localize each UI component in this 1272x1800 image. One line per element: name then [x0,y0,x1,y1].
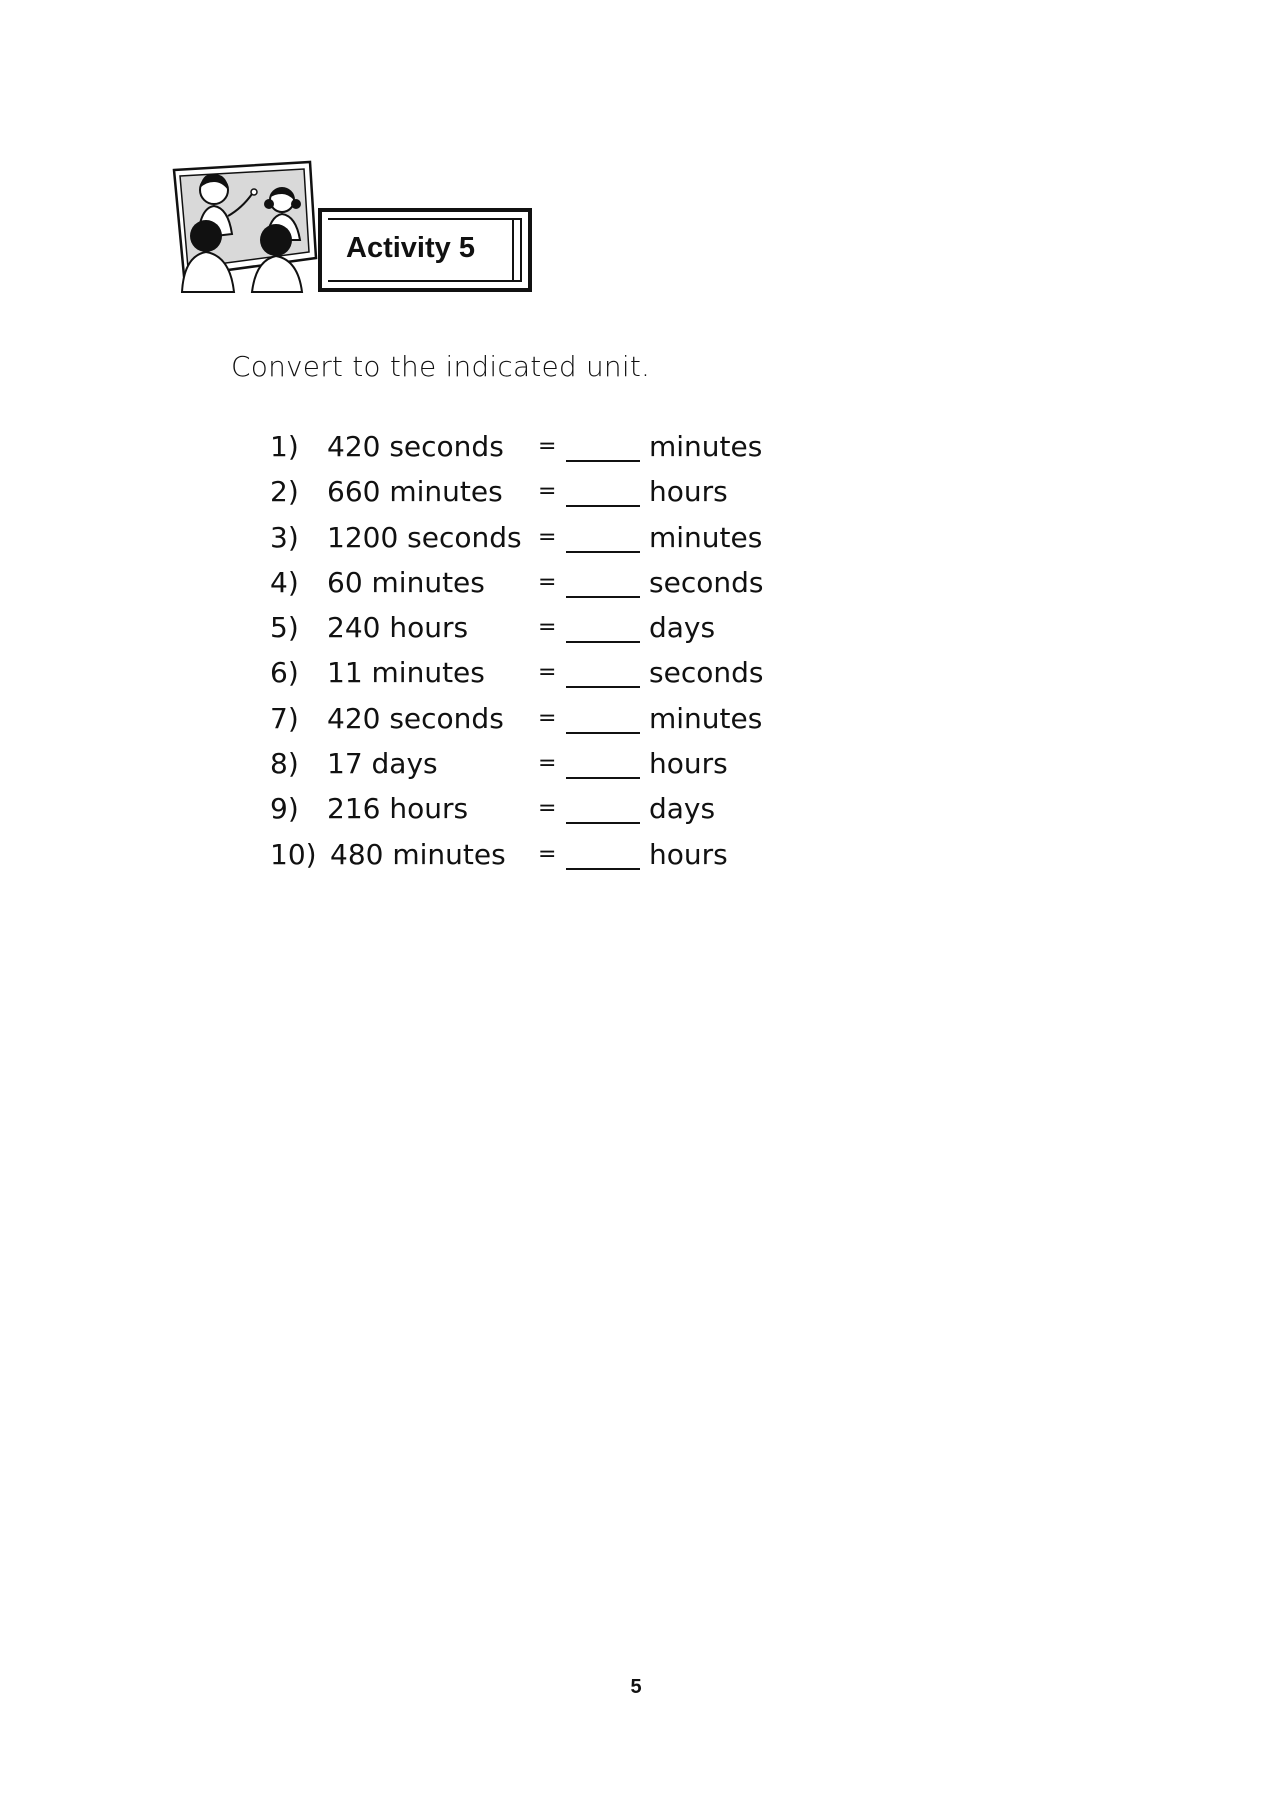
question-row [270,838,830,883]
question-row [270,521,830,566]
question-value: 216 hours [327,792,469,826]
question-row [270,792,830,837]
question-row [270,430,830,475]
target-unit: seconds [649,656,764,690]
equals-sign: = [538,705,557,731]
target-unit: hours [649,837,728,871]
answer-blank[interactable] [566,641,640,643]
target-unit: hours [649,475,728,509]
instruction-text: Convert to the indicated unit. [231,350,651,383]
question-value: 420 seconds [327,701,504,735]
target-unit: minutes [649,430,763,463]
question-number: 3) [270,520,299,554]
answer-blank[interactable] [566,505,640,507]
question-number: 7) [270,701,299,735]
question-value: 480 minutes [330,837,506,871]
answer-blank[interactable] [566,777,640,779]
answer-blank[interactable] [566,868,640,870]
target-unit: minutes [649,520,763,554]
question-number: 9) [270,792,299,826]
question-number: 10) [270,837,317,871]
question-value: 240 hours [327,611,469,645]
question-row [270,475,830,520]
equals-sign: = [538,524,557,550]
question-list [270,430,830,883]
answer-blank[interactable] [566,686,640,688]
question-value: 11 minutes [327,656,485,690]
question-value: 1200 seconds [327,520,522,554]
target-unit: days [649,611,716,645]
target-unit: seconds [649,565,764,599]
question-row [270,611,830,656]
question-row [270,566,830,611]
question-row [270,702,830,747]
page-number: 5 [630,1676,642,1698]
target-unit: minutes [649,701,763,735]
question-value: 60 minutes [327,565,485,599]
equals-sign: = [538,479,557,505]
equals-sign: = [538,569,557,595]
question-number: 8) [270,747,299,781]
question-row [270,747,830,792]
answer-blank[interactable] [566,551,640,553]
question-value: 420 seconds [327,430,504,463]
equals-sign: = [538,660,557,686]
answer-blank[interactable] [566,460,640,462]
equals-sign: = [538,615,557,641]
question-number: 1) [270,430,299,463]
question-number: 5) [270,611,299,645]
teacher-and-students-at-board-icon [170,160,330,295]
question-value: 660 minutes [327,475,503,509]
question-number: 4) [270,565,299,599]
question-number: 6) [270,656,299,690]
equals-sign: = [538,751,557,777]
target-unit: hours [649,747,728,781]
activity-title: Activity 5 [346,232,475,264]
answer-blank[interactable] [566,822,640,824]
equals-sign: = [538,796,557,822]
activity-header [170,160,550,295]
answer-blank[interactable] [566,596,640,598]
answer-blank[interactable] [566,732,640,734]
activity-title-box [318,208,532,292]
question-row [270,656,830,701]
question-number: 2) [270,475,299,509]
equals-sign: = [538,841,557,867]
question-value: 17 days [327,747,438,781]
equals-sign: = [538,434,557,459]
target-unit: days [649,792,716,826]
